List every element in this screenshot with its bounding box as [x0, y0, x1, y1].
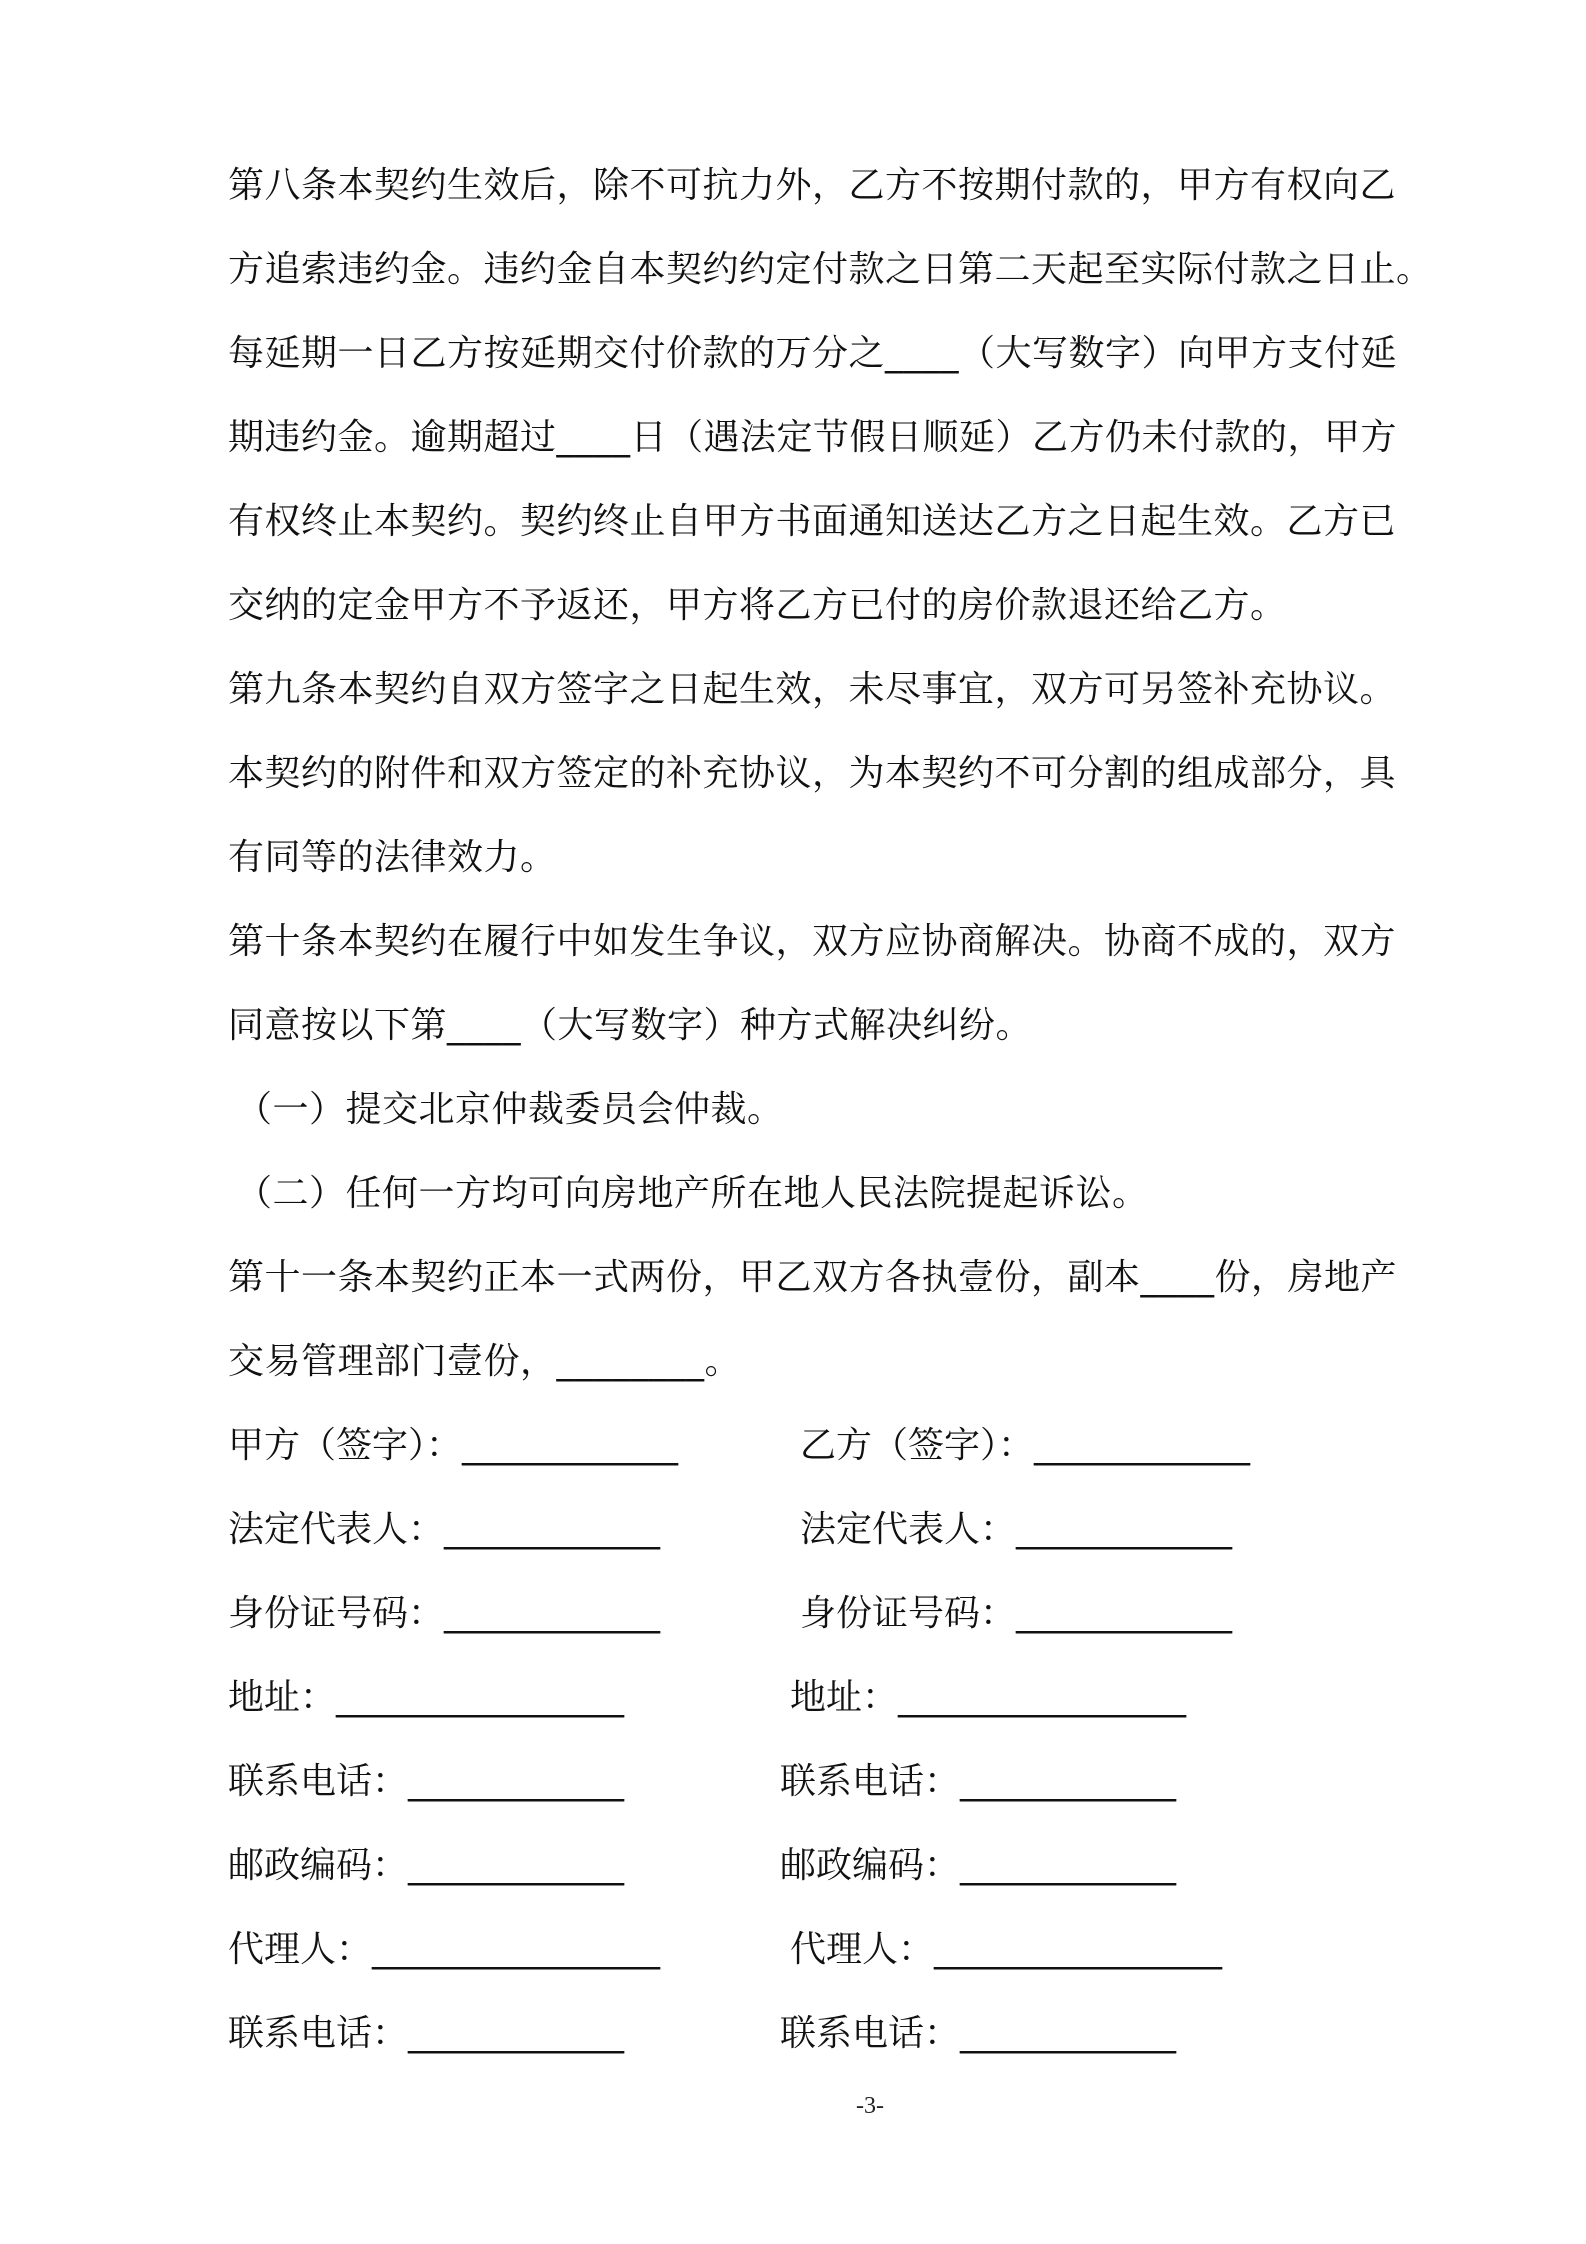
paragraph-line: 同意按以下第____（大写数字）种方式解决纠纷。 [228, 1005, 1033, 1046]
paragraph-line: 第八条本契约生效后，除不可抗力外，乙方不按期付款的，甲方有权向乙 [228, 165, 1397, 206]
paragraph-line: 期违约金。逾期超过____日（遇法定节假日顺延）乙方仍未付款的，甲方 [228, 417, 1398, 458]
paragraph-line: 每延期一日乙方按延期交付价款的万分之____（大写数字）向甲方支付延 [228, 333, 1398, 374]
party-a-agent-phone: 联系电话：____________ [228, 2013, 625, 2054]
paragraph-line: 第十一条本契约正本一式两份，甲乙双方各执壹份，副本____份，房地产 [228, 1257, 1398, 1298]
party-b-address: 地址：________________ [790, 1677, 1187, 1718]
party-a-legal-representative: 法定代表人：____________ [228, 1509, 661, 1550]
party-b-phone: 联系电话：____________ [780, 1761, 1177, 1802]
paragraph-line: 本契约的附件和双方签定的补充协议，为本契约不可分割的组成部分，具 [228, 753, 1397, 794]
party-b-agent: 代理人：________________ [790, 1929, 1223, 1970]
party-b-postal-code: 邮政编码：____________ [780, 1845, 1177, 1886]
party-a-address: 地址：________________ [228, 1677, 625, 1718]
party-b-legal-representative: 法定代表人：____________ [800, 1509, 1233, 1550]
party-b-signature-field: 乙方（签字）：____________ [800, 1425, 1251, 1466]
paragraph-line: 第十条本契约在履行中如发生争议，双方应协商解决。协商不成的，双方 [228, 921, 1397, 962]
paragraph-line: 第九条本契约自双方签字之日起生效，未尽事宜，双方可另签补充协议。 [228, 669, 1397, 710]
party-b-agent-phone: 联系电话：____________ [780, 2013, 1177, 2054]
paragraph-line: 有同等的法律效力。 [228, 837, 557, 878]
party-a-postal-code: 邮政编码：____________ [228, 1845, 625, 1886]
party-a-agent: 代理人：________________ [228, 1929, 661, 1970]
party-b-id-number: 身份证号码：____________ [800, 1593, 1233, 1634]
paragraph-line: 交易管理部门壹份，________。 [228, 1341, 742, 1382]
list-item: （一）提交北京仲裁委员会仲裁。 [236, 1089, 784, 1130]
party-a-id-number: 身份证号码：____________ [228, 1593, 661, 1634]
paragraph-line: 交纳的定金甲方不予返还，甲方将乙方已付的房价款退还给乙方。 [228, 585, 1287, 626]
party-a-phone: 联系电话：____________ [228, 1761, 625, 1802]
paragraph-line: 有权终止本契约。契约终止自甲方书面通知送达乙方之日起生效。乙方已 [228, 501, 1397, 542]
paragraph-line: 方追索违约金。违约金自本契约约定付款之日第二天起至实际付款之日止。 [228, 249, 1433, 290]
list-item: （二）任何一方均可向房地产所在地人民法院提起诉讼。 [236, 1173, 1149, 1214]
party-a-signature-field: 甲方（签字）：____________ [228, 1425, 679, 1466]
page-number: -3- [856, 2093, 884, 2119]
